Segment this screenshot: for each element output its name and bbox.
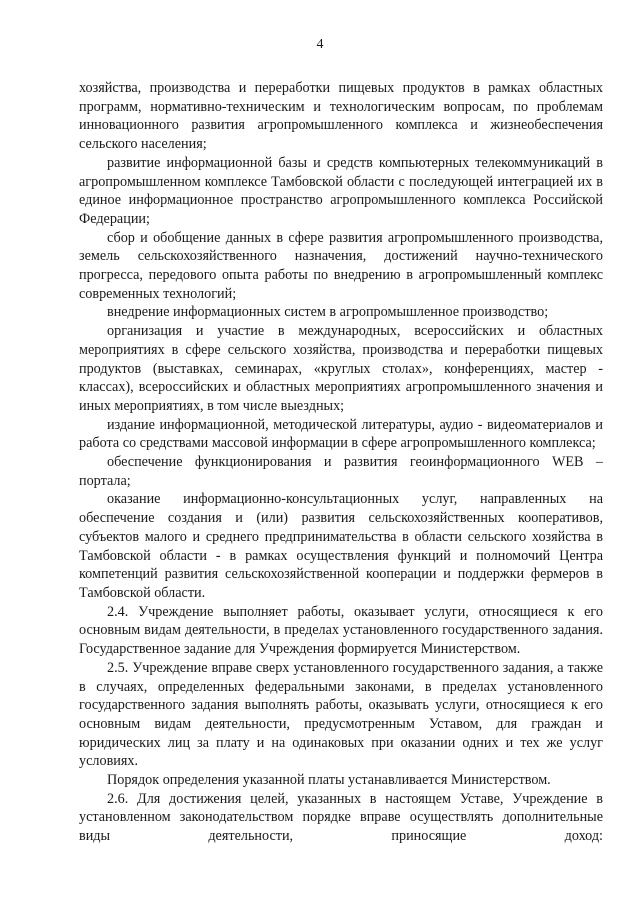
paragraph-data-collection: сбор и обобщение данных в сфере развития агропромышленного производства, земель сельскохозяйственного назначения, достижений научно-технического прогресса, передового опыта работы по внедрению в агропромышленный комплекс современных технологий; [79, 229, 603, 302]
paragraph-info-systems: внедрение информационных систем в агропромышленное производство; [107, 304, 549, 321]
paragraph-consulting: оказание информационно-консультационных услуг, направленных на обеспечение создания и (или) развития сельскохозяйственных кооперативов, субъектов малого и среднего предпринимательства в области сельского хозяйства в Тамбовской области - в рамках осуществления функций и полномочий Центра компетенций развития сельскохозяйственной кооперации и поддержки фермеров в Тамбовской области. [79, 491, 603, 601]
paragraph-2-6: 2.6. Для достижения целей, указанных в настоящем Уставе, Учреждение в установленном законодательством порядке вправе осуществлять дополнительные виды деятельности, приносящие доход: [79, 790, 603, 845]
paragraph-publishing: издание информационной, методической литературы, аудио - видеоматериалов и работа со средствами массовой информации в сфере агропромышленного комплекса; [79, 416, 603, 452]
document-body [79, 79, 603, 846]
page-number: 4 [316, 37, 324, 52]
paragraph-info-base: развитие информационной базы и средств компьютерных телекоммуникаций в агропромышленном комплексе Тамбовской области с последующей интеграцией их в единое информационное пространство агропромышленного комплекса Российской Федерации; [79, 154, 603, 227]
paragraph-web-portal: обеспечение функционирования и развития геоинформационного WEB – портала; [79, 454, 603, 489]
paragraph-agro-programs: хозяйства, производства и переработки пищевых продуктов в рамках областных программ, нормативно-техническим и технологическим вопросам, по проблемам инновационного развития агропромышленного комплекса и жизнеобеспечения сельского населения; [79, 80, 603, 153]
paragraph-2-4: 2.4. Учреждение выполняет работы, оказывает услуги, относящиеся к его основным видам деятельности, в пределах установленного государственного задания. Государственное задание для Учреждения формируется Министерством. [79, 603, 603, 658]
paragraph-fee-order: Порядок определения указанной платы устанавливается Министерством. [107, 772, 551, 789]
paragraph-events: организация и участие в международных, всероссийских и областных мероприятиях в сфере сельского хозяйства, производства и переработки пищевых продуктов (выставках, семинарах, «круглых столах», конференциях, мастер - классах), всероссийских и областных мероприятиях агропромышленного значения и иных мероприятиях, в том числе выездных; [79, 323, 603, 414]
paragraph-2-5: 2.5. Учреждение вправе сверх установленного государственного задания, а также в случаях, определенных федеральными законами, в пределах установленного государственного задания выполнять работы, оказывать услуги, относящиеся к его основным видам деятельности, предусмотренным Уставом, для граждан и юридических лиц за плату и на одинаковых при оказании одних и тех же услуг условиях. [79, 659, 603, 770]
